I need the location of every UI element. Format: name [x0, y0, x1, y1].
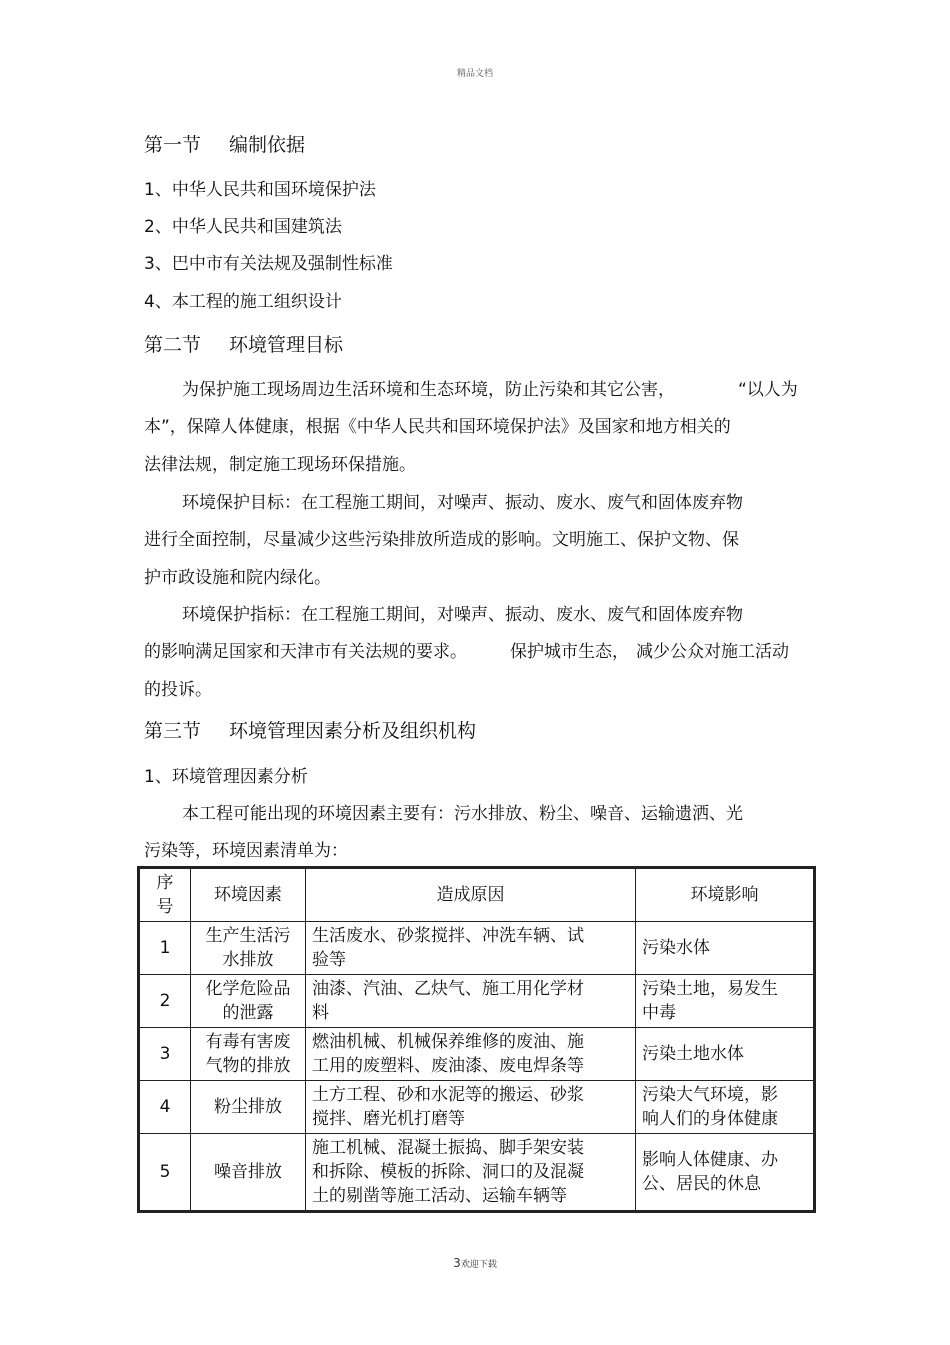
goal-paragraph-line-3: 法律法规，制定施工现场环保措施。 [144, 455, 416, 475]
cell-impact: 污染大气环境，影 响人们的身体健康 [636, 1081, 815, 1134]
cell-cause: 土方工程、砂和水泥等的搬运、砂浆 搅拌、磨光机打磨等 [306, 1081, 636, 1134]
section-1-title: 编制依据 [229, 134, 306, 156]
page-header: 精品文档 [456, 69, 493, 79]
cell-cause: 油漆、汽油、乙炔气、施工用化学材 料 [306, 975, 636, 1028]
cell-cause: 燃油机械、机械保养维修的废油、施 工用的废塑料、废油漆、废电焊条等 [306, 1028, 636, 1081]
table-row [139, 1028, 815, 1081]
cell-impact: 污染土地，易发生 中毒 [636, 975, 815, 1028]
table-row [139, 922, 815, 975]
index-paragraph-line-1: 环境保护指标：在工程施工期间，对噪声、振动、废水、废气和固体废弃物 [182, 605, 743, 625]
page-number: 3 [453, 1256, 461, 1270]
section-3-heading [144, 716, 476, 743]
goal-paragraph-line-2: 本”，保障人体健康，根据《中华人民共和国环境保护法》及国家和地方相关的 [144, 417, 731, 437]
factor-paragraph-line-1: 本工程可能出现的环境因素主要有：污水排放、粉尘、噪音、运输遗洒、光 [182, 804, 743, 824]
table-row [139, 1134, 815, 1212]
cell-seq: 1 [139, 922, 191, 975]
basis-item-2: 2、中华人民共和国建筑法 [144, 217, 342, 237]
cell-seq: 3 [139, 1028, 191, 1081]
index-paragraph-line-2a: 的影响满足国家和天津市有关法规的要求。 [144, 642, 467, 662]
page-footer [0, 1256, 950, 1270]
cell-factor: 生产生活污 水排放 [191, 922, 306, 975]
goal-paragraph-line-1-end: “以人为 [738, 380, 798, 400]
header-cause: 造成原因 [306, 868, 636, 922]
section-1-number: 第一节 [144, 134, 202, 156]
section-2-number: 第二节 [144, 334, 202, 356]
section-1-heading [144, 130, 305, 157]
table-header-row [139, 868, 815, 922]
table-row [139, 1081, 815, 1134]
cell-impact: 影响人体健康、办 公、居民的休息 [636, 1134, 815, 1212]
basis-item-1: 1、中华人民共和国环境保护法 [144, 180, 376, 200]
cell-impact: 污染水体 [636, 922, 815, 975]
cell-seq: 2 [139, 975, 191, 1028]
cell-factor: 化学危险品 的泄露 [191, 975, 306, 1028]
header-seq: 序 号 [139, 868, 191, 922]
cell-seq: 4 [139, 1081, 191, 1134]
cell-cause: 施工机械、混凝土振捣、脚手架安装 和拆除、模板的拆除、洞口的及混凝 土的剔凿等施工活动、运输车辆等 [306, 1134, 636, 1212]
table-row [139, 975, 815, 1028]
cell-seq: 5 [139, 1134, 191, 1212]
environmental-factors-table [137, 866, 816, 1213]
target-paragraph-line-2: 进行全面控制，尽量减少这些污染排放所造成的影响。文明施工、保护文物、保 [144, 530, 739, 550]
index-paragraph-line-2c: 减少公众对施工活动 [636, 642, 789, 662]
index-paragraph-line-2b: 保护城市生态， [510, 642, 629, 662]
target-paragraph-line-3: 护市政设施和院内绿化。 [144, 568, 331, 588]
cell-impact: 污染土地水体 [636, 1028, 815, 1081]
basis-item-4: 4、本工程的施工组织设计 [144, 292, 342, 312]
index-paragraph-line-3: 的投诉。 [144, 680, 212, 700]
cell-factor: 粉尘排放 [191, 1081, 306, 1134]
target-paragraph-line-1: 环境保护目标：在工程施工期间，对噪声、振动、废水、废气和固体废弃物 [182, 493, 743, 513]
factor-analysis-subheading: 1、环境管理因素分析 [144, 767, 308, 787]
header-impact: 环境影响 [636, 868, 815, 922]
cell-cause: 生活废水、砂浆搅拌、冲洗车辆、试 验等 [306, 922, 636, 975]
basis-item-3: 3、巴中市有关法规及强制性标准 [144, 254, 393, 274]
goal-paragraph-line-1: 为保护施工现场周边生活环境和生态环境，防止污染和其它公害， [182, 380, 675, 400]
header-factor: 环境因素 [191, 868, 306, 922]
section-3-number: 第三节 [144, 720, 202, 742]
cell-factor: 噪音排放 [191, 1134, 306, 1212]
cell-factor: 有毒有害废 气物的排放 [191, 1028, 306, 1081]
section-3-title: 环境管理因素分析及组织机构 [229, 720, 477, 742]
section-2-title: 环境管理目标 [229, 334, 344, 356]
footer-text: 欢迎下载 [460, 1260, 497, 1270]
factor-paragraph-line-2: 污染等，环境因素清单为： [144, 841, 348, 861]
section-2-heading [144, 330, 343, 357]
